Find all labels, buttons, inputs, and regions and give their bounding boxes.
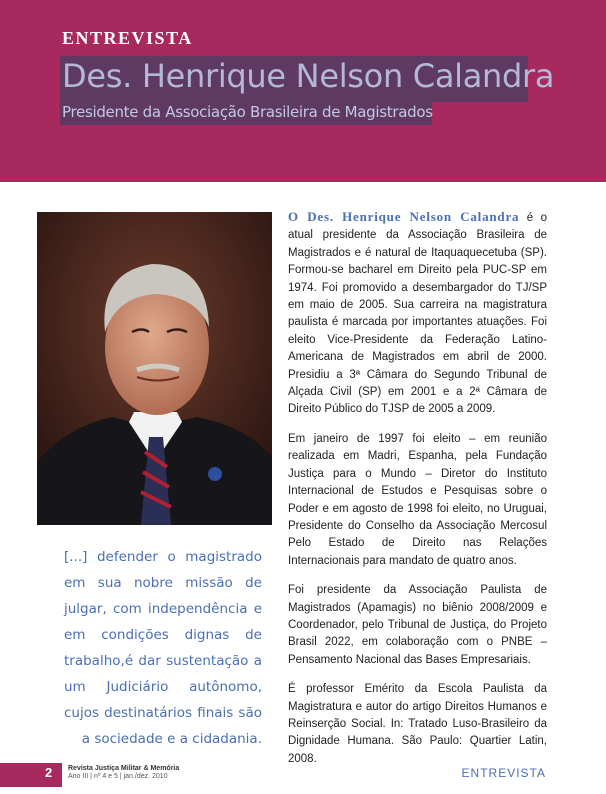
article-paragraph: Em janeiro de 1997 foi eleito – em reunião realizada em Madri, Espanha, pela Fundação Justiça para o Mundo – Diretor do Instituto Internacional de Estudos e Pesquisas sobre o Poder e em agosto de 1998 foi eleito, no Uruguai, Presidente do Conselho da Associação Mercosul Pelo Estado de Direito nas Relações Internacionais para mandato de quatro anos.: [288, 432, 547, 567]
page-title: Des. Henrique Nelson Calandra: [62, 57, 555, 95]
footer-section-label: ENTREVISTA: [461, 766, 546, 780]
article-lead: O Des. Henrique Nelson Calandra: [288, 209, 520, 224]
portrait-photo: [37, 212, 272, 525]
article-text: é o atual presidente da Associação Brasileira de Magistrados e é natural de Itaquaquecetuba (SP). Formou-se bacharel em Direito pela PUC-SP em 1974. Foi promovido a desembargador do TJ/SP em maio de 2005. Sua carreira na magistratura paulista é marcada por importantes atuações. Foi eleito Vice-Presidente da Federação Latino-Americana de Magistrados em abril de 2000. Presidiu a 3ª Câmara do Segundo Tribunal de Alçada Civil (SP) em 2001 e a 2ª Câmara de Direito Público do TJSP de 2005 a 2009.: [288, 212, 547, 416]
magazine-name: Revista Justiça Militar & Memória: [68, 765, 180, 772]
article-paragraph: É professor Emérito da Escola Paulista da Magistratura e autor do artigo Direitos Humanos e Reinserção Social. In: Tratado Luso-Brasileiro da Dignidade Humana. São Paulo: Quartier Latin, 2008.: [288, 683, 547, 765]
section-label: ENTREVISTA: [62, 28, 193, 48]
issue-info: Ano III | nº 4 e 5 | jan./dez. 2010: [68, 773, 168, 780]
article-paragraph: Foi presidente da Associação Paulista de Magistrados (Apamagis) no biênio 2008/2009 e Coordenador, pelo Tribunal de Justiça, do Projeto Brasil 2022, em colaboração com o PNBE – Pensamento Nacional das Bases Empresariais.: [288, 584, 547, 666]
page-number: 2: [45, 765, 53, 780]
portrait-illustration: [37, 212, 272, 525]
page-subtitle: Presidente da Associação Brasileira de Magistrados: [62, 103, 433, 121]
article-paragraph: [288, 208, 547, 419]
pull-quote: [...] defender o magistrado em sua nobre missão de julgar, com independência e em condições dignas de trabalho,é dar sustentação a um Judiciário autônomo, cujos destinatários finais são a sociedade e a cidadania.: [64, 549, 262, 747]
page-number-box: [0, 763, 62, 787]
article-body: [288, 208, 547, 780]
